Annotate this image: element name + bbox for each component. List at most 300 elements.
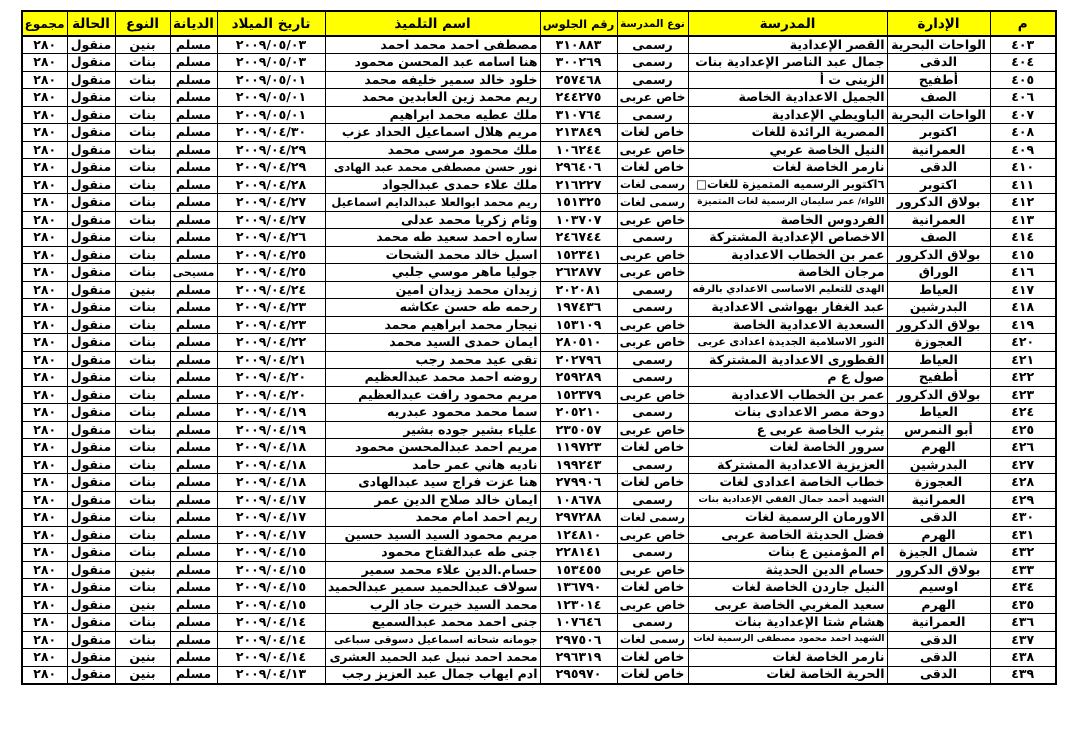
cell-school-type: خاص عربى [617,526,688,544]
cell-school-type: خاص عربى [617,89,688,107]
cell-student-name: حسام.الدين علاء محمد سمير [325,561,540,579]
cell-seat-number: ٣٠٠٢٦٩ [540,54,617,72]
cell-school: الاورمان الرسمية لغات [688,509,887,527]
table-header-row [22,11,1056,36]
cell-gender: بنات [115,89,170,107]
cell-total: ٢٨٠ [22,456,67,474]
cell-seat-number: ١٥٣٤٥٥ [540,561,617,579]
cell-religion: مسلم [170,666,217,684]
cell-gender: بنين [115,561,170,579]
cell-school: الباويطي الإعدادية [688,106,887,124]
cell-school-type: خاص لغات [617,666,688,684]
cell-birth-date: ٢٠٠٩/٠٤/٢٥ [217,246,325,264]
cell-birth-date: ٢٠٠٩/٠٤/١٥ [217,544,325,562]
cell-school-type: رسمى [617,299,688,317]
cell-status: منقول [67,141,115,159]
cell-serial: ٤٠٨ [990,124,1056,142]
cell-total: ٢٨٠ [22,141,67,159]
cell-seat-number: ٣١٠٨٨٣ [540,36,617,54]
cell-birth-date: ٢٠٠٩/٠٤/٢٩ [217,141,325,159]
cell-total: ٢٨٠ [22,439,67,457]
cell-religion: مسلم [170,281,217,299]
cell-religion: مسلم [170,176,217,194]
cell-religion: مسلم [170,386,217,404]
cell-total: ٢٨٠ [22,369,67,387]
cell-status: منقول [67,456,115,474]
cell-school: يثرب الخاصة عربى ع [688,421,887,439]
cell-birth-date: ٢٠٠٩/٠٤/١٨ [217,474,325,492]
cell-total: ٢٨٠ [22,649,67,667]
cell-seat-number: ١٠٨٦٧٨ [540,491,617,509]
cell-student-name: خلود خالد سمير خليفه محمد [325,71,540,89]
cell-religion: مسلم [170,561,217,579]
cell-serial: ٤١٠ [990,159,1056,177]
table-row [22,141,1056,159]
cell-birth-date: ٢٠٠٩/٠٥/٠١ [217,89,325,107]
cell-student-name: هنا عزت فراج سيد عبدالهادى [325,474,540,492]
cell-birth-date: ٢٠٠٩/٠٤/١٤ [217,614,325,632]
cell-religion: مسلم [170,334,217,352]
cell-total: ٢٨٠ [22,246,67,264]
cell-school-type: رسمى [617,369,688,387]
cell-school: المصرية الرائدة للغات [688,124,887,142]
cell-gender: بنات [115,456,170,474]
cell-seat-number: ٢٥٧٤٦٨ [540,71,617,89]
cell-administration: الواحات البحرية [887,106,990,124]
cell-student-name: سما محمد محمود عبدريه [325,404,540,422]
cell-religion: مسلم [170,491,217,509]
cell-administration: العجوزة [887,334,990,352]
cell-seat-number: ١٩٩٢٤٣ [540,456,617,474]
cell-school: العزيزية الاعدادية المشتركة [688,456,887,474]
cell-school: ٦اكتوبر الرسميه المتميزة للغات□ [688,176,887,194]
cell-total: ٢٨٠ [22,544,67,562]
cell-serial: ٤٢١ [990,351,1056,369]
cell-total: ٢٨٠ [22,124,67,142]
cell-school: صول ع م [688,369,887,387]
cell-total: ٢٨٠ [22,229,67,247]
cell-birth-date: ٢٠٠٩/٠٤/٢٧ [217,211,325,229]
cell-birth-date: ٢٠٠٩/٠٥/٠١ [217,71,325,89]
cell-serial: ٤١١ [990,176,1056,194]
cell-administration: الدقى [887,666,990,684]
header-school-type: نوع المدرسة [617,11,688,36]
cell-total: ٢٨٠ [22,386,67,404]
table-row [22,474,1056,492]
cell-birth-date: ٢٠٠٩/٠٤/٢٩ [217,159,325,177]
cell-student-name: نيجار محمد ابراهيم محمد [325,316,540,334]
cell-student-name: ملك علاء حمدى عبدالجواد [325,176,540,194]
cell-total: ٢٨٠ [22,194,67,212]
cell-gender: بنين [115,596,170,614]
cell-gender: بنات [115,334,170,352]
cell-status: منقول [67,369,115,387]
cell-religion: مسلم [170,474,217,492]
cell-school: القطورى الاعدادية المشتركة [688,351,887,369]
cell-status: منقول [67,106,115,124]
cell-birth-date: ٢٠٠٩/٠٤/٢٠ [217,369,325,387]
cell-total: ٢٨٠ [22,159,67,177]
cell-status: منقول [67,316,115,334]
cell-total: ٢٨٠ [22,211,67,229]
cell-seat-number: ١٥٢٣٧٩ [540,386,617,404]
cell-student-name: سولاف عبدالحميد سمير عبدالحميد [325,579,540,597]
cell-total: ٢٨٠ [22,334,67,352]
cell-administration: العياط [887,404,990,422]
cell-birth-date: ٢٠٠٩/٠٤/٢٤ [217,281,325,299]
table-row [22,281,1056,299]
cell-serial: ٤١٢ [990,194,1056,212]
cell-serial: ٤٣٢ [990,544,1056,562]
cell-gender: بنات [115,544,170,562]
table-row [22,491,1056,509]
cell-gender: بنات [115,176,170,194]
table-row [22,176,1056,194]
cell-student-name: مريم هلال اسماعيل الحداد عزب [325,124,540,142]
cell-seat-number: ٢٨٠٥١٠ [540,334,617,352]
cell-serial: ٤٢٦ [990,439,1056,457]
cell-student-name: جوليا ماهر موسي جلبي [325,264,540,282]
cell-school-type: خاص عربى [617,264,688,282]
cell-school-type: رسمى لغات [617,176,688,194]
cell-student-name: مصطفى احمد محمد احمد [325,36,540,54]
cell-school-type: رسمى [617,491,688,509]
cell-serial: ٤٢٧ [990,456,1056,474]
cell-school-type: خاص لغات [617,649,688,667]
student-results-sheet [22,10,1057,685]
cell-seat-number: ٢٠٢٠٨١ [540,281,617,299]
cell-seat-number: ٢٩٧٢٨٨ [540,509,617,527]
cell-gender: بنات [115,369,170,387]
table-row [22,614,1056,632]
cell-birth-date: ٢٠٠٩/٠٤/١٧ [217,509,325,527]
cell-school: السعدية الاعدادية الخاصة [688,316,887,334]
cell-status: منقول [67,561,115,579]
cell-total: ٢٨٠ [22,71,67,89]
cell-status: منقول [67,596,115,614]
table-row [22,71,1056,89]
cell-status: منقول [67,54,115,72]
cell-administration: الواحات البحرية [887,36,990,54]
header-birth-date: تاريخ الميلاد [217,11,325,36]
table-row [22,106,1056,124]
cell-school-type: خاص عربى [617,421,688,439]
cell-administration: العمرانية [887,614,990,632]
cell-religion: مسلم [170,544,217,562]
cell-gender: بنات [115,106,170,124]
header-gender: النوع [115,11,170,36]
cell-student-name: ريم محمد زين العابدين محمد [325,89,540,107]
cell-school: ام المؤمنين ع بنات [688,544,887,562]
table-row [22,229,1056,247]
cell-status: منقول [67,264,115,282]
cell-status: منقول [67,299,115,317]
cell-birth-date: ٢٠٠٩/٠٤/١٥ [217,561,325,579]
cell-serial: ٤٣٠ [990,509,1056,527]
cell-total: ٢٨٠ [22,404,67,422]
cell-school: نارمر الخاصة لغات [688,159,887,177]
cell-religion: مسلم [170,456,217,474]
cell-administration: بولاق الدكرور [887,316,990,334]
cell-administration: أطفيح [887,71,990,89]
cell-seat-number: ٢٠٥٢١٠ [540,404,617,422]
table-row [22,596,1056,614]
cell-seat-number: ١١٩٧٢٣ [540,439,617,457]
cell-religion: مسلم [170,141,217,159]
cell-school: سرور الخاصة لغات [688,439,887,457]
cell-gender: بنات [115,614,170,632]
cell-school: عمر بن الخطاب الاعدادية [688,386,887,404]
table-row [22,404,1056,422]
cell-administration: الدقى [887,509,990,527]
cell-serial: ٤٠٣ [990,36,1056,54]
cell-school-type: رسمى [617,106,688,124]
cell-administration: البدرشين [887,456,990,474]
cell-student-name: ملك محمود مرسى محمد [325,141,540,159]
cell-seat-number: ١٩٧٤٣٦ [540,299,617,317]
cell-religion: مسلم [170,36,217,54]
cell-status: منقول [67,666,115,684]
cell-religion: مسلم [170,421,217,439]
cell-serial: ٤٣٦ [990,614,1056,632]
cell-status: منقول [67,404,115,422]
cell-birth-date: ٢٠٠٩/٠٤/١٩ [217,404,325,422]
cell-student-name: ناديه هاني عمر حامد [325,456,540,474]
cell-school-type: خاص عربى [617,334,688,352]
cell-school-type: رسمى لغات [617,631,688,649]
cell-seat-number: ٢٢٨١٤١ [540,544,617,562]
cell-religion: مسلم [170,299,217,317]
cell-administration: اكتوبر [887,176,990,194]
cell-seat-number: ١٥١٣٢٥ [540,194,617,212]
cell-status: منقول [67,631,115,649]
cell-school-type: رسمى [617,36,688,54]
cell-religion: مسلم [170,526,217,544]
cell-seat-number: ٣١٠٧٦٤ [540,106,617,124]
cell-status: منقول [67,491,115,509]
cell-school-type: رسمى [617,404,688,422]
cell-religion: مسلم [170,351,217,369]
cell-student-name: ايمان حمدى السيد محمد [325,334,540,352]
cell-school: الفردوس الخاصة [688,211,887,229]
cell-seat-number: ٢٤٦٧٤٤ [540,229,617,247]
cell-birth-date: ٢٠٠٩/٠٥/٠١ [217,106,325,124]
cell-total: ٢٨٠ [22,631,67,649]
cell-administration: الوراق [887,264,990,282]
cell-birth-date: ٢٠٠٩/٠٤/٢٦ [217,229,325,247]
cell-religion: مسلم [170,509,217,527]
cell-seat-number: ١٢٤٨١٠ [540,526,617,544]
cell-religion: مسلم [170,159,217,177]
cell-total: ٢٨٠ [22,89,67,107]
cell-religion: مسلم [170,649,217,667]
cell-status: منقول [67,229,115,247]
cell-birth-date: ٢٠٠٩/٠٥/٠٣ [217,54,325,72]
cell-administration: اوسيم [887,579,990,597]
cell-administration: العمرانية [887,491,990,509]
cell-birth-date: ٢٠٠٩/٠٤/٢٠ [217,386,325,404]
cell-school: نارمر الخاصة لغات [688,649,887,667]
cell-administration: الدقى [887,54,990,72]
cell-religion: مسلم [170,54,217,72]
cell-student-name: مريم احمد عبدالمحسن محمود [325,439,540,457]
cell-serial: ٤٣٩ [990,666,1056,684]
cell-seat-number: ١٥٢٣٤١ [540,246,617,264]
cell-total: ٢٨٠ [22,666,67,684]
cell-status: منقول [67,439,115,457]
table-row [22,579,1056,597]
cell-total: ٢٨٠ [22,351,67,369]
cell-serial: ٤٢٩ [990,491,1056,509]
cell-student-name: جنى طه عبدالفتاح محمود [325,544,540,562]
cell-status: منقول [67,281,115,299]
cell-school: عبد الغفار بهواشى الاعدادية [688,299,887,317]
cell-student-name: محمد احمد نبيل عبد الحميد العشرى [325,649,540,667]
header-religion: الديانة [170,11,217,36]
cell-seat-number: ٢٩٦٣١٩ [540,649,617,667]
cell-school-type: رسمى [617,456,688,474]
cell-serial: ٤٢٢ [990,369,1056,387]
cell-serial: ٤٢٤ [990,404,1056,422]
cell-seat-number: ١٠٦٢٤٤ [540,141,617,159]
cell-gender: بنات [115,316,170,334]
cell-school-type: خاص لغات [617,124,688,142]
cell-school: الهدى للتعليم الاساسى الاعدادي بالرقه [688,281,887,299]
cell-birth-date: ٢٠٠٩/٠٤/٢٥ [217,264,325,282]
cell-total: ٢٨٠ [22,579,67,597]
cell-birth-date: ٢٠٠٩/٠٤/٢٨ [217,176,325,194]
table-row [22,351,1056,369]
cell-school: خطاب الخاصة اعدادى لغات [688,474,887,492]
cell-seat-number: ٢٩٦٤٠٦ [540,159,617,177]
cell-religion: مسلم [170,614,217,632]
cell-school: الحرية الخاصة لغات [688,666,887,684]
cell-religion: مسلم [170,404,217,422]
cell-total: ٢٨٠ [22,509,67,527]
cell-school: الجميل الاعدادية الخاصة [688,89,887,107]
cell-total: ٢٨٠ [22,491,67,509]
cell-gender: بنات [115,386,170,404]
cell-status: منقول [67,194,115,212]
cell-status: منقول [67,614,115,632]
cell-school: فضل الحديثة الخاصة عربى [688,526,887,544]
cell-school: النور الاسلامية الجديدة اعدادى عربى [688,334,887,352]
cell-student-name: ايمان خالد صلاح الدين عمر [325,491,540,509]
cell-student-name: جنى احمد محمد عبدالسميع [325,614,540,632]
cell-serial: ٤٠٦ [990,89,1056,107]
cell-student-name: محمد السيد خيرت جاد الرب [325,596,540,614]
cell-administration: أبو النمرس [887,421,990,439]
table-row [22,264,1056,282]
cell-school: الزينى ت أ [688,71,887,89]
cell-school: مرجان الخاصة [688,264,887,282]
cell-serial: ٤١٧ [990,281,1056,299]
cell-student-name: نور حسن مصطفى محمد عبد الهادى [325,159,540,177]
table-row [22,299,1056,317]
table-row [22,561,1056,579]
cell-serial: ٤٠٩ [990,141,1056,159]
cell-birth-date: ٢٠٠٩/٠٤/١٤ [217,631,325,649]
cell-school: النيل جاردن الخاصة لغات [688,579,887,597]
cell-gender: بنات [115,194,170,212]
table-row [22,211,1056,229]
cell-gender: بنات [115,299,170,317]
cell-administration: الهرم [887,526,990,544]
cell-religion: مسلم [170,439,217,457]
cell-religion: مسلم [170,596,217,614]
cell-birth-date: ٢٠٠٩/٠٤/٣٠ [217,124,325,142]
cell-student-name: جومانه شحاته اسماعيل دسوقى سباعى [325,631,540,649]
header-seat-number: رقم الجلوس [540,11,617,36]
cell-gender: بنين [115,649,170,667]
cell-school: اللواء/ عمر سليمان الرسمية لغات المتميزة [688,194,887,212]
cell-seat-number: ٢٩٥٩٧٠ [540,666,617,684]
cell-student-name: رحمه طه حسن عكاشه [325,299,540,317]
cell-serial: ٤٠٧ [990,106,1056,124]
cell-total: ٢٨٠ [22,36,67,54]
table-row [22,439,1056,457]
cell-gender: بنات [115,141,170,159]
cell-administration: بولاق الدكرور [887,194,990,212]
table-row [22,369,1056,387]
cell-administration: بولاق الدكرور [887,386,990,404]
cell-administration: العمرانية [887,211,990,229]
table-row [22,89,1056,107]
cell-religion: مسلم [170,631,217,649]
cell-seat-number: ١٥٣١٠٩ [540,316,617,334]
cell-administration: الهرم [887,596,990,614]
cell-school-type: خاص عربى [617,211,688,229]
table-row [22,456,1056,474]
table-row [22,334,1056,352]
cell-gender: بنات [115,404,170,422]
cell-total: ٢٨٠ [22,561,67,579]
cell-school-type: خاص لغات [617,159,688,177]
table-row [22,421,1056,439]
table-row [22,631,1056,649]
table-row [22,316,1056,334]
cell-status: منقول [67,474,115,492]
cell-birth-date: ٢٠٠٩/٠٤/٢٧ [217,194,325,212]
cell-status: منقول [67,211,115,229]
cell-gender: بنات [115,421,170,439]
header-administration: الإدارة [887,11,990,36]
cell-gender: بنين [115,36,170,54]
cell-birth-date: ٢٠٠٩/٠٤/١٥ [217,579,325,597]
cell-serial: ٤٣٣ [990,561,1056,579]
cell-seat-number: ٢٧٩٩٠٦ [540,474,617,492]
cell-school-type: خاص عربى [617,386,688,404]
cell-serial: ٤٠٥ [990,71,1056,89]
cell-seat-number: ١٠٧٦٤٦ [540,614,617,632]
cell-student-name: روضه احمد محمد عبدالعظيم [325,369,540,387]
cell-total: ٢٨٠ [22,474,67,492]
table-row [22,159,1056,177]
cell-gender: بنات [115,54,170,72]
cell-school-type: خاص عربى [617,596,688,614]
cell-serial: ٤٢٥ [990,421,1056,439]
cell-religion: مسلم [170,194,217,212]
cell-seat-number: ٢١٣٨٤٩ [540,124,617,142]
cell-status: منقول [67,36,115,54]
cell-total: ٢٨٠ [22,596,67,614]
cell-gender: بنات [115,124,170,142]
cell-birth-date: ٢٠٠٩/٠٤/١٧ [217,526,325,544]
cell-birth-date: ٢٠٠٩/٠٤/١٤ [217,649,325,667]
cell-student-name: ملك عطيه محمد ابراهيم [325,106,540,124]
cell-administration: الدقى [887,631,990,649]
cell-school-type: رسمى [617,614,688,632]
